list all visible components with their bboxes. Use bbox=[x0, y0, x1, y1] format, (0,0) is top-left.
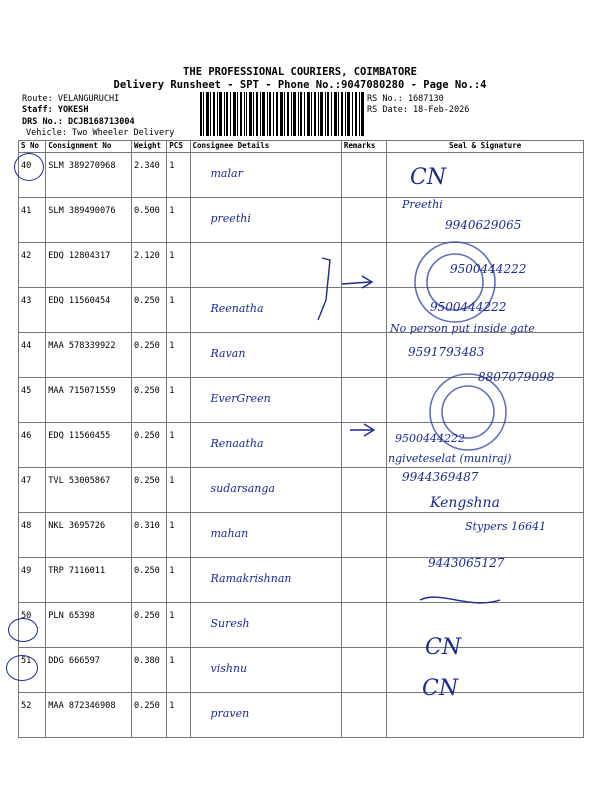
pcs-cell: 1 bbox=[167, 558, 190, 603]
phone-49: 9443065127 bbox=[428, 556, 505, 570]
consignee-cell bbox=[190, 693, 341, 738]
weight-cell: 0.250 bbox=[131, 603, 166, 648]
consignee-cell bbox=[190, 603, 341, 648]
weight-cell: 0.250 bbox=[131, 333, 166, 378]
consignee-cell bbox=[190, 288, 341, 333]
col-weight: Weight bbox=[131, 141, 166, 153]
drs-number: DRS No.: DCJB168713004 bbox=[22, 117, 135, 127]
weight-cell: 0.250 bbox=[131, 558, 166, 603]
route-label: Route: VELANGURUCHI bbox=[22, 94, 120, 104]
sno-cell: 50 bbox=[19, 603, 46, 648]
circle-mark-40 bbox=[14, 153, 44, 181]
signature-48: Kengshna bbox=[430, 495, 500, 511]
consignment-cell: MAA 715071559 bbox=[46, 378, 132, 423]
weight-cell: 0.500 bbox=[131, 198, 166, 243]
col-remarks: Remarks bbox=[341, 141, 386, 153]
consignment-cell: EDQ 12804317 bbox=[46, 243, 132, 288]
col-consignment: Consignment No bbox=[46, 141, 132, 153]
consignee-handwritten-name: mahan bbox=[210, 527, 249, 540]
weight-cell: 0.250 bbox=[131, 693, 166, 738]
seal-cell bbox=[387, 378, 584, 423]
remarks-cell bbox=[341, 198, 386, 243]
consignment-cell: TVL 53005867 bbox=[46, 468, 132, 513]
table-row bbox=[19, 648, 584, 693]
consignee-cell bbox=[190, 558, 341, 603]
remarks-cell bbox=[341, 333, 386, 378]
pcs-cell: 1 bbox=[167, 243, 190, 288]
consignment-cell: PLN 65398 bbox=[46, 603, 132, 648]
consignee-cell bbox=[190, 198, 341, 243]
seal-cell bbox=[387, 693, 584, 738]
sno-cell: 52 bbox=[19, 693, 46, 738]
runsheet-subtitle: Delivery Runsheet - SPT - Phone No.:9047080280 - Page No.:4 bbox=[113, 79, 487, 91]
sno-cell: 51 bbox=[19, 648, 46, 693]
pcs-cell: 1 bbox=[167, 153, 190, 198]
consignment-cell: NKL 3695726 bbox=[46, 513, 132, 558]
pcs-cell: 1 bbox=[167, 603, 190, 648]
circle-mark-51 bbox=[8, 618, 38, 642]
note-47: ngiveteselat (muniraj) bbox=[388, 452, 512, 465]
phone-44: 9591793483 bbox=[408, 345, 485, 359]
sno-cell: 49 bbox=[19, 558, 46, 603]
table-row bbox=[19, 603, 584, 648]
consignee-handwritten-name: Reenatha bbox=[210, 302, 264, 315]
consignee-handwritten-name: Renaatha bbox=[210, 437, 264, 450]
note-49: Stypers 16641 bbox=[465, 520, 547, 533]
pcs-cell: 1 bbox=[167, 333, 190, 378]
table-row bbox=[19, 693, 584, 738]
weight-cell: 0.250 bbox=[131, 378, 166, 423]
signature-40: CN bbox=[410, 165, 447, 190]
staff-label: Staff: YOKESH bbox=[22, 105, 89, 115]
col-consignee: Consignee Details bbox=[190, 141, 341, 153]
consignment-cell: DDG 666597 bbox=[46, 648, 132, 693]
circle-mark-52 bbox=[6, 655, 38, 681]
weight-cell: 2.120 bbox=[131, 243, 166, 288]
sno-cell: 45 bbox=[19, 378, 46, 423]
pcs-cell: 1 bbox=[167, 468, 190, 513]
table-row bbox=[19, 378, 584, 423]
pcs-cell: 1 bbox=[167, 288, 190, 333]
weight-cell: 2.340 bbox=[131, 153, 166, 198]
consignee-cell bbox=[190, 423, 341, 468]
signature-52: CN bbox=[422, 676, 459, 701]
pcs-cell: 1 bbox=[167, 198, 190, 243]
company-title: THE PROFESSIONAL COURIERS, COIMBATORE bbox=[183, 66, 417, 78]
consignee-cell bbox=[190, 153, 341, 198]
sno-cell: 41 bbox=[19, 198, 46, 243]
sno-cell: 43 bbox=[19, 288, 46, 333]
weight-cell: 0.380 bbox=[131, 648, 166, 693]
phone-47: 9944369487 bbox=[402, 470, 479, 484]
note-44: No person put inside gate bbox=[390, 322, 535, 335]
consignment-cell: EDQ 11560455 bbox=[46, 423, 132, 468]
consignee-handwritten-name: Suresh bbox=[210, 617, 250, 630]
consignee-handwritten-name: Ramakrishnan bbox=[210, 572, 292, 585]
table-body bbox=[19, 153, 584, 738]
sno-cell: 44 bbox=[19, 333, 46, 378]
remarks-cell bbox=[341, 288, 386, 333]
consignment-cell: EDQ 11560454 bbox=[46, 288, 132, 333]
consignment-cell: MAA 872346908 bbox=[46, 693, 132, 738]
consignment-cell: SLM 389490076 bbox=[46, 198, 132, 243]
phone-43: 9500444222 bbox=[430, 300, 507, 314]
consignee-cell bbox=[190, 513, 341, 558]
pcs-cell: 1 bbox=[167, 513, 190, 558]
weight-cell: 0.250 bbox=[131, 423, 166, 468]
remarks-cell bbox=[341, 378, 386, 423]
sno-cell: 48 bbox=[19, 513, 46, 558]
consignment-cell: MAA 578339922 bbox=[46, 333, 132, 378]
phone-45: 8807079098 bbox=[478, 370, 555, 384]
remarks-cell bbox=[341, 603, 386, 648]
remarks-cell bbox=[341, 648, 386, 693]
rs-date: RS Date: 18-Feb-2026 bbox=[367, 105, 470, 115]
pcs-cell: 1 bbox=[167, 693, 190, 738]
consignee-handwritten-name: sudarsanga bbox=[210, 482, 275, 495]
pcs-cell: 1 bbox=[167, 378, 190, 423]
remarks-cell bbox=[341, 558, 386, 603]
consignee-handwritten-name: Ravan bbox=[210, 347, 246, 360]
phone-41: 9940629065 bbox=[445, 218, 522, 232]
phone-42: 9500444222 bbox=[450, 262, 527, 276]
rs-number: RS No.: 1687130 bbox=[367, 94, 444, 104]
col-pcs: PCS bbox=[167, 141, 190, 153]
consignee-cell bbox=[190, 378, 341, 423]
remarks-cell bbox=[341, 423, 386, 468]
pcs-cell: 1 bbox=[167, 648, 190, 693]
consignee-cell bbox=[190, 468, 341, 513]
weight-cell: 0.250 bbox=[131, 468, 166, 513]
signature-41: Preethi bbox=[402, 198, 443, 211]
consignment-cell: SLM 389270968 bbox=[46, 153, 132, 198]
weight-cell: 0.250 bbox=[131, 288, 166, 333]
weight-cell: 0.310 bbox=[131, 513, 166, 558]
seal-cell bbox=[387, 603, 584, 648]
sno-cell: 42 bbox=[19, 243, 46, 288]
pcs-cell: 1 bbox=[167, 423, 190, 468]
col-seal: Seal & Signature bbox=[387, 141, 584, 153]
consignee-cell bbox=[190, 243, 341, 288]
consignee-handwritten-name: malar bbox=[210, 167, 243, 180]
table-header-row bbox=[19, 141, 584, 153]
sno-cell: 47 bbox=[19, 468, 46, 513]
consignee-cell bbox=[190, 333, 341, 378]
consignee-handwritten-name: vishnu bbox=[210, 662, 248, 675]
consignee-handwritten-name: preethi bbox=[210, 212, 251, 225]
vehicle-label: Vehicle: Two Wheeler Delivery bbox=[26, 128, 175, 138]
seal-cell bbox=[387, 648, 584, 693]
consignee-handwritten-name: EverGreen bbox=[210, 392, 271, 405]
sno-cell: 46 bbox=[19, 423, 46, 468]
signature-51: CN bbox=[425, 635, 462, 660]
remarks-cell bbox=[341, 513, 386, 558]
consignee-handwritten-name: praven bbox=[210, 707, 250, 720]
consignment-cell: TRP 7116011 bbox=[46, 558, 132, 603]
consignee-cell bbox=[190, 648, 341, 693]
remarks-cell bbox=[341, 468, 386, 513]
remarks-cell bbox=[341, 693, 386, 738]
phone-46: 9500444222 bbox=[395, 432, 465, 445]
sno-cell: 40 bbox=[19, 153, 46, 198]
table-row bbox=[19, 153, 584, 198]
remarks-cell bbox=[341, 153, 386, 198]
col-sno: S No bbox=[19, 141, 46, 153]
barcode bbox=[200, 92, 365, 136]
remarks-cell bbox=[341, 243, 386, 288]
